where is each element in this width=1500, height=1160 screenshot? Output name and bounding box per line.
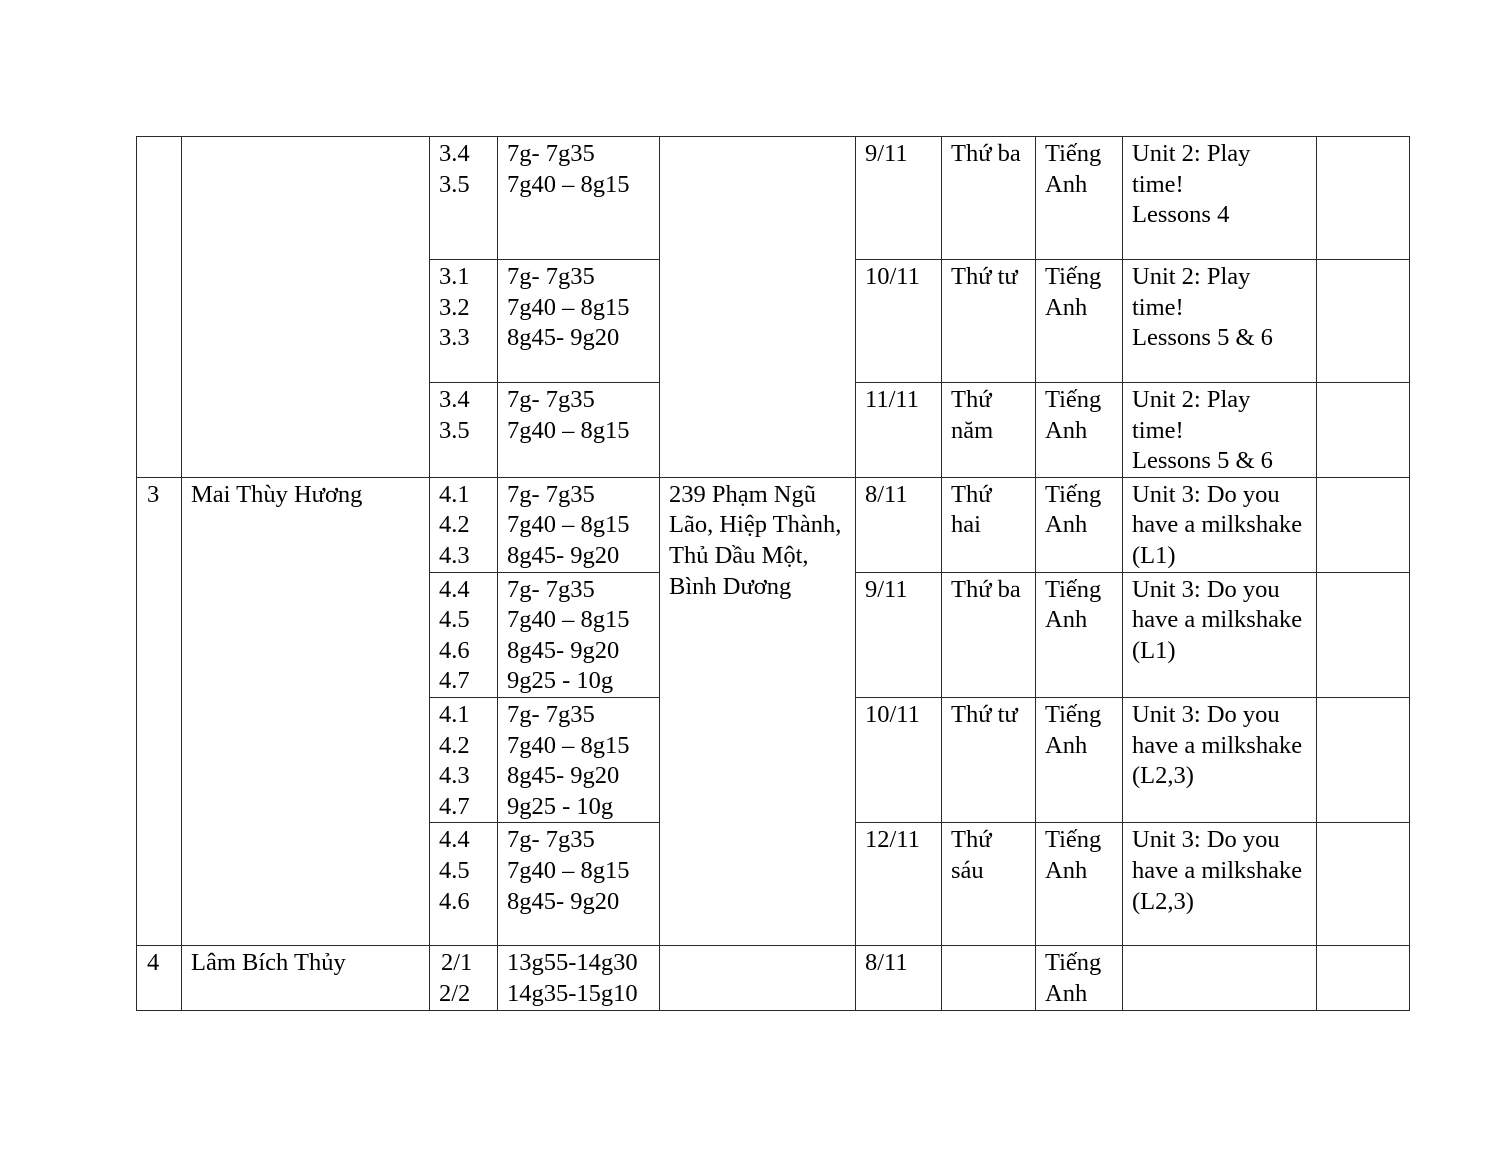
time-slot: 8g45- 9g20 — [507, 324, 620, 352]
note-cell — [1317, 572, 1410, 697]
lesson-line: Unit 2: Play time! — [1132, 386, 1251, 444]
class-cell — [430, 823, 498, 946]
weekday-cell — [942, 946, 1036, 1010]
time-cell — [498, 477, 660, 572]
date-cell: 9/11 — [856, 137, 942, 260]
lesson-cell — [1123, 260, 1317, 383]
note-cell — [1317, 823, 1410, 946]
table-row — [137, 946, 1410, 1010]
lesson-cell — [1123, 137, 1317, 260]
class-code: 3.3 — [439, 324, 470, 352]
date-cell: 11/11 — [856, 383, 942, 478]
note-cell — [1317, 477, 1410, 572]
class-code: 4.7 — [439, 667, 470, 695]
class-cell — [430, 946, 498, 1010]
class-code: 3.1 — [439, 263, 470, 290]
subject-cell: Tiếng Anh — [1036, 383, 1123, 478]
class-cell — [430, 477, 498, 572]
subject-cell: Tiếng Anh — [1036, 823, 1123, 946]
weekday-cell: Thứ sáu — [942, 823, 1036, 946]
time-slot: 7g- 7g35 — [507, 140, 595, 167]
class-code: 3.5 — [439, 416, 470, 444]
class-code: 3.4 — [439, 140, 470, 167]
class-cell — [430, 137, 498, 260]
date-cell: 9/11 — [856, 572, 942, 697]
lesson-cell: Unit 3: Do you have a milkshake (L2,3) — [1123, 823, 1317, 946]
subject-cell: Tiếng Anh — [1036, 260, 1123, 383]
lesson-line: Unit 2: Play time! — [1132, 263, 1251, 321]
note-cell — [1317, 137, 1410, 260]
subject-cell: Tiếng Anh — [1036, 946, 1123, 1010]
class-code: 4.3 — [439, 762, 470, 790]
class-code: 4.4 — [439, 575, 470, 603]
class-cell — [430, 697, 498, 822]
time-slot: 14g35-15g10 — [507, 979, 638, 1007]
time-slot: 7g- 7g35 — [507, 480, 595, 508]
time-slot: 13g55-14g30 — [507, 949, 638, 977]
time-slot: 7g40 – 8g15 — [507, 293, 630, 321]
time-cell — [498, 260, 660, 383]
teacher-cell: Mai Thùy Hương — [182, 477, 430, 946]
time-slot: 7g40 – 8g15 — [507, 511, 630, 539]
time-slot: 7g- 7g35 — [507, 700, 595, 728]
class-code: 4.3 — [439, 541, 470, 569]
subject-cell: Tiếng Anh — [1036, 477, 1123, 572]
stt-cell — [137, 137, 182, 478]
date-cell: 10/11 — [856, 697, 942, 822]
lesson-line: Lessons 5 & 6 — [1132, 324, 1273, 352]
stt-cell: 4 — [137, 946, 182, 1010]
lesson-line: Lessons 4 — [1132, 201, 1230, 229]
class-code: 4.2 — [439, 511, 470, 539]
teacher-cell: Lâm Bích Thủy — [182, 946, 430, 1010]
time-slot: 8g45- 9g20 — [507, 887, 620, 915]
weekday-cell: Thứ năm — [942, 383, 1036, 478]
time-slot: 7g- 7g35 — [507, 575, 595, 603]
subject-cell: Tiếng Anh — [1036, 572, 1123, 697]
date-cell: 10/11 — [856, 260, 942, 383]
time-slot: 8g45- 9g20 — [507, 762, 620, 790]
subject-cell: Tiếng Anh — [1036, 697, 1123, 822]
class-code: 4.1 — [439, 480, 470, 508]
class-code: 4.5 — [439, 606, 470, 634]
time-slot: 9g25 - 10g — [507, 792, 614, 820]
time-slot: 7g40 – 8g15 — [507, 416, 630, 444]
schedule-table — [136, 136, 1410, 1011]
class-code: 4.1 — [439, 700, 470, 728]
lesson-cell: Unit 3: Do you have a milkshake (L2,3) — [1123, 697, 1317, 822]
lesson-cell — [1123, 946, 1317, 1010]
class-cell — [430, 383, 498, 478]
note-cell — [1317, 260, 1410, 383]
note-cell — [1317, 946, 1410, 1010]
note-cell — [1317, 383, 1410, 478]
time-cell — [498, 697, 660, 822]
date-cell: 8/11 — [856, 946, 942, 1010]
class-code: 4.2 — [439, 731, 470, 759]
address-cell — [660, 946, 856, 1010]
lesson-line: Unit 2: Play time! — [1132, 140, 1251, 198]
time-slot: 7g40 – 8g15 — [507, 170, 630, 198]
time-slot: 7g40 – 8g15 — [507, 856, 630, 884]
subject-cell: Tiếng Anh — [1036, 137, 1123, 260]
weekday-cell: Thứ ba — [942, 572, 1036, 697]
class-code: 2/1 — [441, 949, 473, 977]
address-cell: 239 Phạm Ngũ Lão, Hiệp Thành, Thủ Dầu Một, Bình Dương — [660, 477, 856, 946]
table-row — [137, 137, 1410, 260]
class-code: 2/2 — [439, 979, 471, 1007]
time-cell — [498, 137, 660, 260]
stt-cell: 3 — [137, 477, 182, 946]
teacher-cell — [182, 137, 430, 478]
address-cell — [660, 137, 856, 478]
class-code: 4.5 — [439, 856, 470, 884]
class-cell — [430, 572, 498, 697]
class-code: 4.6 — [439, 887, 470, 915]
class-code: 3.2 — [439, 293, 470, 321]
time-cell — [498, 383, 660, 478]
time-cell — [498, 823, 660, 946]
time-cell — [498, 946, 660, 1010]
weekday-cell: Thứ tư — [942, 260, 1036, 383]
date-cell: 12/11 — [856, 823, 942, 946]
lesson-cell: Unit 3: Do you have a milkshake (L1) — [1123, 477, 1317, 572]
weekday-cell: Thứ hai — [942, 477, 1036, 572]
class-code: 3.5 — [439, 170, 470, 198]
time-slot: 8g45- 9g20 — [507, 541, 620, 569]
lesson-line: Lessons 5 & 6 — [1132, 447, 1273, 475]
time-slot: 7g- 7g35 — [507, 826, 595, 854]
time-slot: 7g40 – 8g15 — [507, 731, 630, 759]
class-code: 4.7 — [439, 792, 470, 820]
weekday-cell: Thứ ba — [942, 137, 1036, 260]
time-slot: 8g45- 9g20 — [507, 636, 620, 664]
lesson-cell — [1123, 383, 1317, 478]
table-row — [137, 477, 1410, 572]
lesson-cell: Unit 3: Do you have a milkshake (L1) — [1123, 572, 1317, 697]
class-code: 4.6 — [439, 636, 470, 664]
class-code: 3.4 — [439, 386, 470, 413]
time-cell — [498, 572, 660, 697]
time-slot: 9g25 - 10g — [507, 667, 614, 695]
date-cell: 8/11 — [856, 477, 942, 572]
class-cell — [430, 260, 498, 383]
note-cell — [1317, 697, 1410, 822]
class-code: 4.4 — [439, 826, 470, 854]
time-slot: 7g40 – 8g15 — [507, 606, 630, 634]
weekday-cell: Thứ tư — [942, 697, 1036, 822]
time-slot: 7g- 7g35 — [507, 263, 595, 290]
time-slot: 7g- 7g35 — [507, 386, 595, 413]
